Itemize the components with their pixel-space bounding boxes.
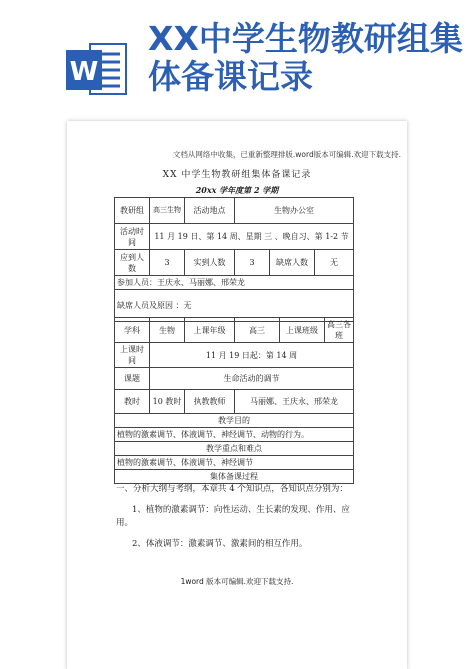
cell-label: 上课年级 <box>185 318 235 343</box>
cell-value: 11 月 19 日、第 14 周、星期 三 、晚自习、第 1-2 节 <box>150 224 354 250</box>
body-text <box>116 483 356 551</box>
section-heading: 集体备课过程 <box>115 470 354 484</box>
cell-label: 实到人数 <box>185 250 235 276</box>
word-document-icon <box>64 38 128 100</box>
cell-value: 3 <box>150 250 185 276</box>
footer-note: 1word 版本可编辑.欢迎下载支持. <box>180 577 294 586</box>
cell-label: 上课班级 <box>280 318 325 343</box>
cell-label: 执教教师 <box>185 390 235 414</box>
cell-value: 马丽娜、王庆永、邢荣龙 <box>235 390 354 414</box>
section-content: 植物的激素调节、体液调节、神经调节 <box>115 456 354 470</box>
cell-label: 教时 <box>115 390 150 414</box>
cell-value: 生物 <box>150 318 185 343</box>
cell-value: 生命活动的调节 <box>150 368 354 390</box>
document-page <box>67 121 407 669</box>
cell-value: 11 月 19 日起：第 14 周 <box>150 343 354 368</box>
cell-value: 无 <box>315 250 354 276</box>
cell-value: 生物办公室 <box>235 198 354 224</box>
cell-value: 高三 <box>235 318 280 343</box>
cell-value: 10 教时 <box>150 390 185 414</box>
source-note: 文档从网络中收集，已重新整理排版.word版本可编辑.欢迎下载支持. <box>172 150 401 159</box>
participants: 参加人员：王庆永、马丽娜、邢荣龙 <box>115 276 354 290</box>
body-paragraph: 1、植物的激素调节：向性运动、生长素的发现、作用、应用。 <box>116 505 350 528</box>
cell-label: 活动地点 <box>185 198 235 224</box>
section-heading: 教学重点和难点 <box>115 442 354 456</box>
absentees: 缺席人员及原因 ：无 <box>115 290 354 322</box>
cell-label: 上课时间 <box>115 343 150 368</box>
cell-value: 3 <box>235 250 270 276</box>
lesson-table <box>114 317 354 484</box>
doc-title: XX 中学生物教研组集体备课记录 <box>162 170 312 180</box>
term-label: 20xx 学年度第 2 学期 <box>195 185 279 195</box>
body-paragraph: 2、体液调节：激素调节、激素间的相互作用。 <box>132 539 308 549</box>
activity-table <box>114 197 354 322</box>
svg-text:W: W <box>69 57 99 87</box>
cell-value: 高三生物 <box>150 198 185 224</box>
cell-value: 高三各班 <box>325 318 354 343</box>
cell-label: 学科 <box>115 318 150 343</box>
section-content: 植物的激素调节、体液调节、神经调节、动物的行为。 <box>115 428 354 442</box>
cell-label: 缺席人数 <box>270 250 315 276</box>
cell-label: 课题 <box>115 368 150 390</box>
cell-label: 活动时间 <box>115 224 150 250</box>
cell-label: 应到人数 <box>115 250 150 276</box>
banner-title: XX中学生物教研组集体备课记录 <box>148 19 463 96</box>
banner <box>0 0 474 118</box>
cell-label: 教研组 <box>115 198 150 224</box>
section-heading: 教学目的 <box>115 414 354 428</box>
body-paragraph: 一、分析大纲与考纲，本章共 4 个知识点，各知识点分别为： <box>116 484 348 494</box>
